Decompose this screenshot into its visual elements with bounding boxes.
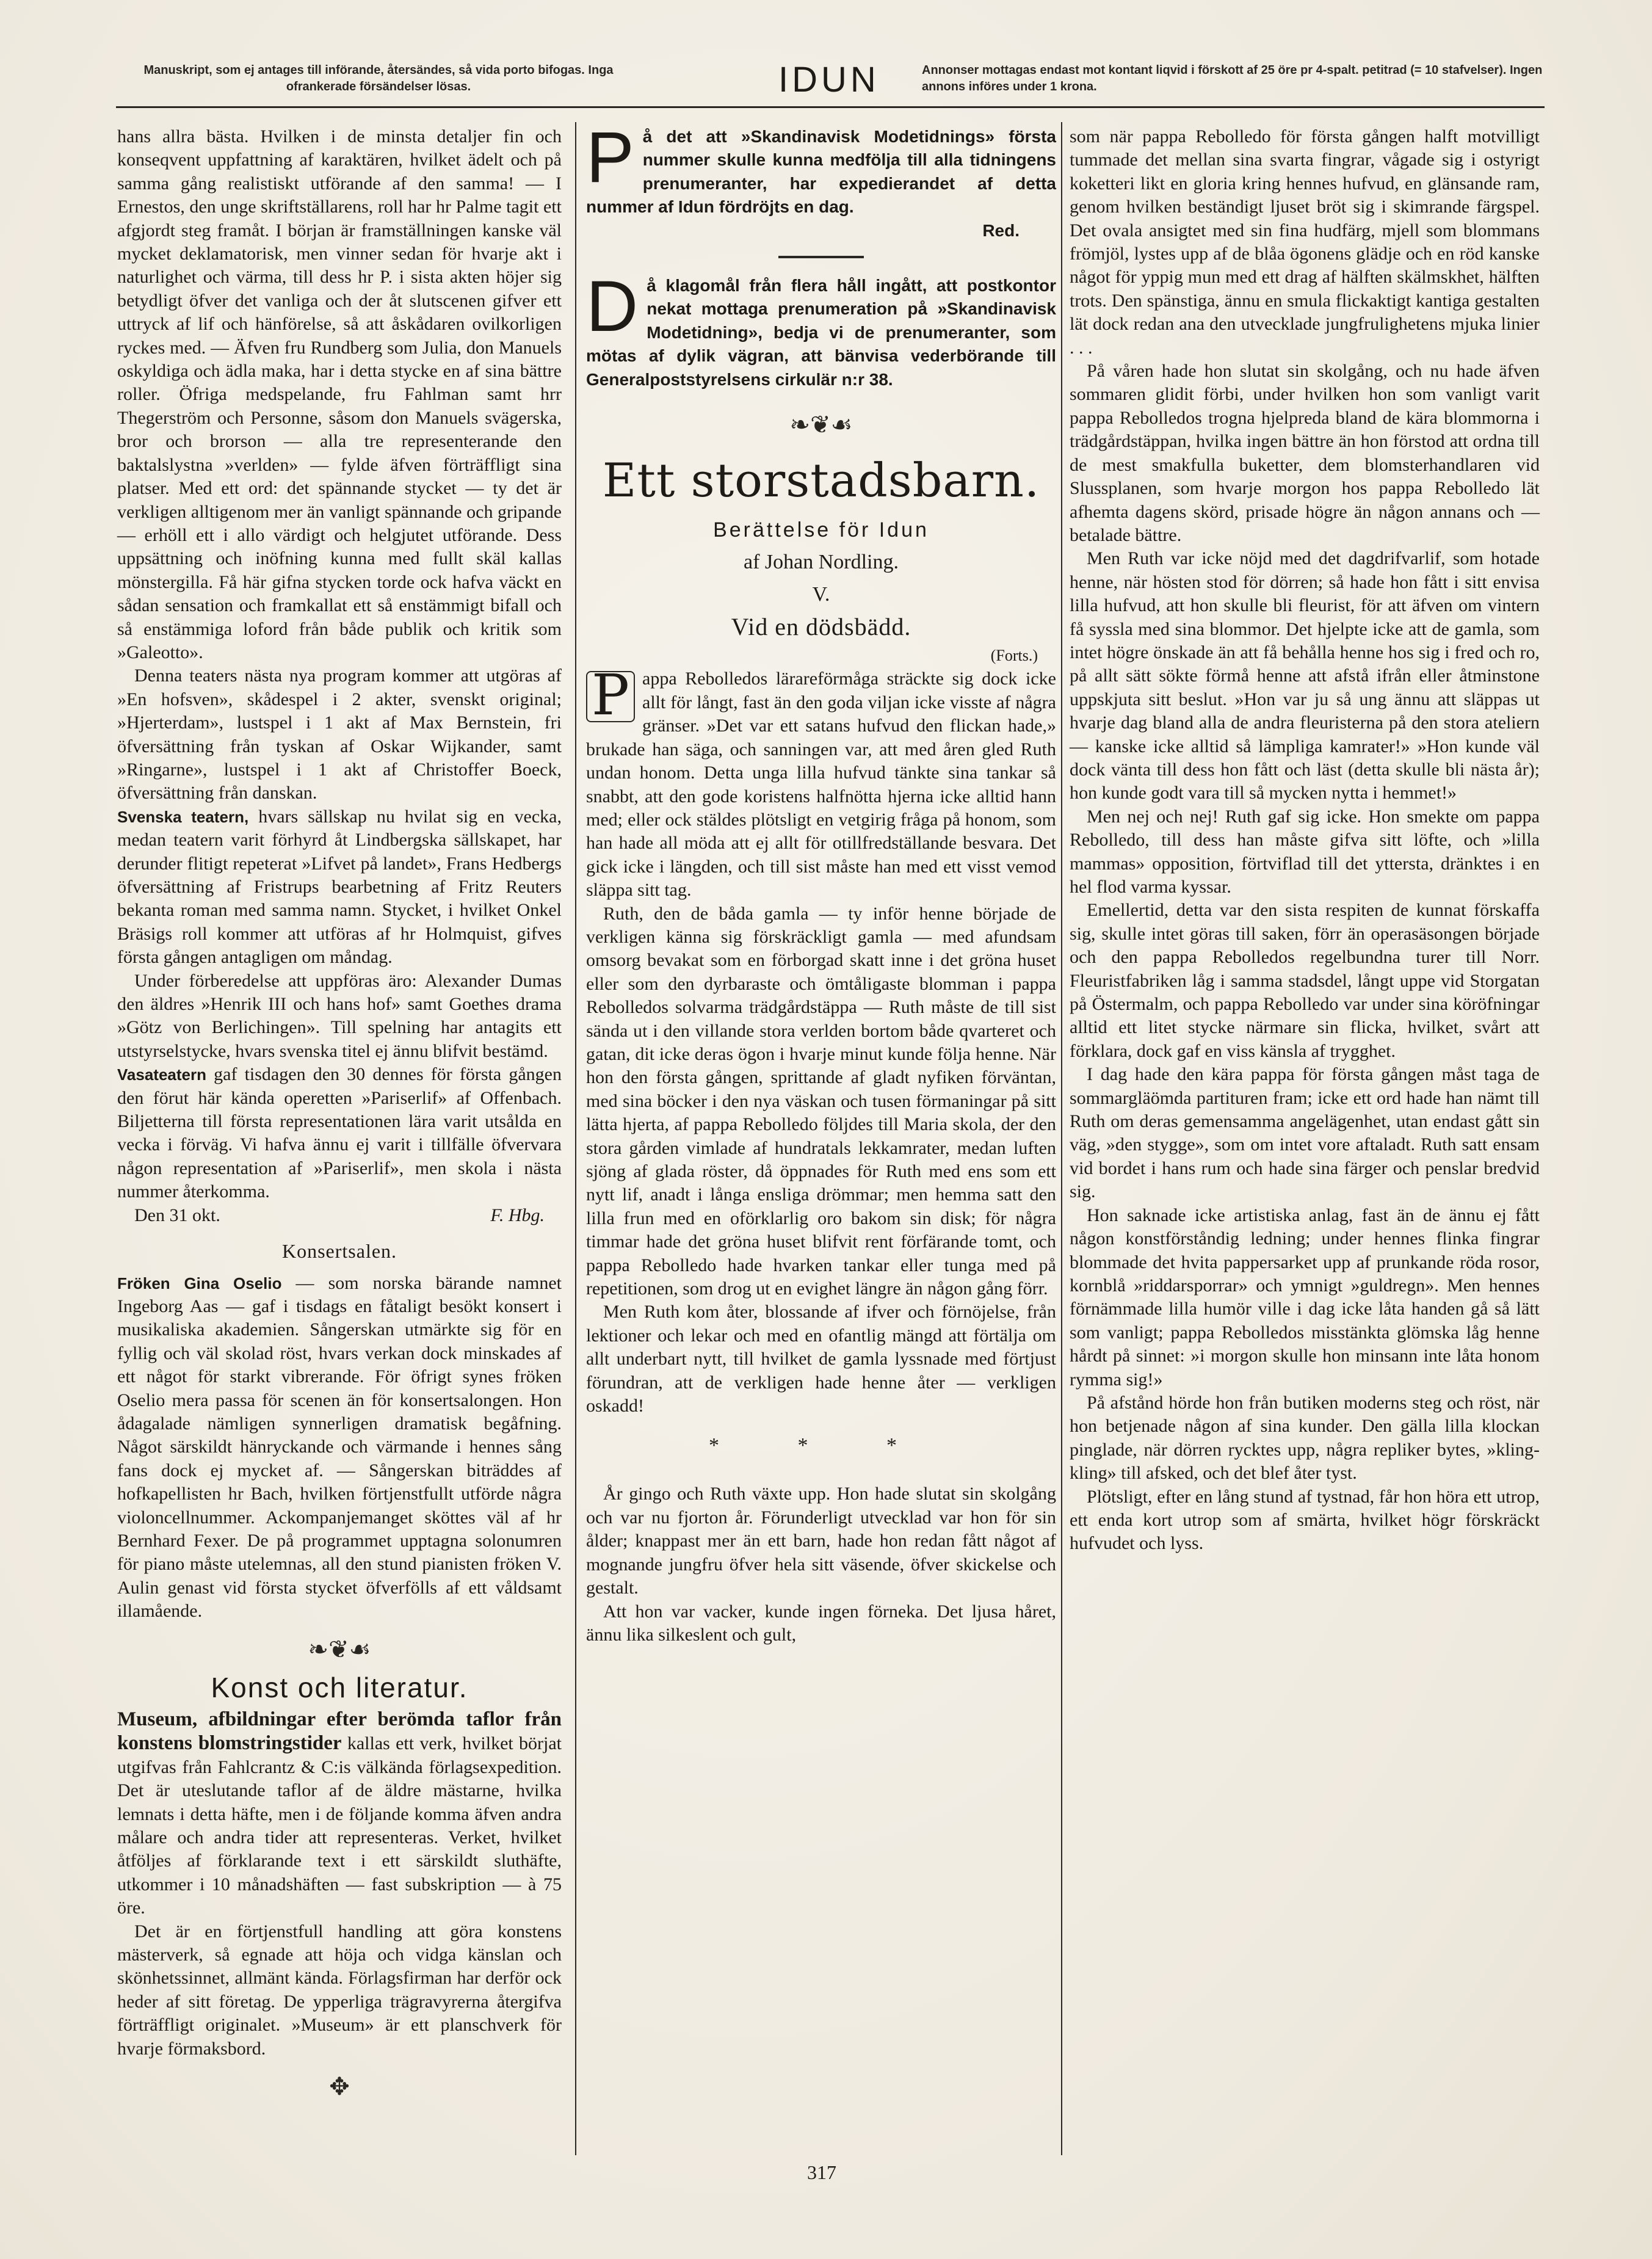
story-subtitle: Berättelse för Idun	[713, 518, 929, 542]
story-author: af Johan Nordling.	[743, 551, 899, 574]
story-para-2: Ruth, den de båda gamla — ty inför henne började de verkligen känna sig förskräckligt gamla — med afundsam omsorg bevakat som en förborgad skatt inne i det gröna huset eller som den dyrbaraste och ömtåligaste blomman i pappa Rebolledos solvarma trädgårdstäppa — Ruth måste de till sist sända ut i den villande stora verlden bortom både qvarteret och gatan, dit icke deras ögon i hvarje minut kunde följa henne. När hon den första gången, sprittande af gladt nyfiken förväntan, med sina böcker i den nya väskan och tusen förmaningar på sitt lätta hjerta, af pappa Rebolledo följdes till Maria skola, der den stora gården vimlade af hundratals lekkamrater, medan luften sjöng af glada röster, då öppnades för Ruth med ens som ett nytt lif, anadt i långa ensliga drömmar; men hemma satt den lilla frun med en oförklarlig oro bakom sin disk; för några timmar hade det gröna huset blifvit rent förfärande tomt, och pappa Rebolledo hade hvarken tankar eller tunga med på repetitionen, som drog ut en evighet längre än någon gång förr.	[586, 903, 1056, 1299]
concert-section-heading: Konsertsalen.	[281, 1240, 397, 1263]
story-ornament-icon: ❧❦☙	[789, 411, 853, 439]
story-para-5: Att hon var vacker, kunde ingen förneka. Det ljusa håret, ännu lika silkeslent och gult,	[586, 1601, 1056, 1645]
section-break-stars: * * *	[709, 1434, 933, 1457]
notice-1-text: å det att »Skandinavisk Modetidnings» första nummer skulle kunna medfölja till alla tidningens prenumeranter, har expedierandet af detta nummer af Idun fördröjts en dag.	[586, 127, 1056, 217]
dateline: Den 31 okt.	[134, 1205, 220, 1225]
art-section-heading: Konst och literatur.	[211, 1671, 468, 1703]
column-divider-1	[575, 122, 576, 2155]
story-para-4: År gingo och Ruth växte upp. Hon hade slutat sin skolgång och var nu fjorton år. Förunderligt utvecklad var hon för sin ålder; knappast mer än ett barn, hade hon redan fått något af mognande jungfru öfver hela sitt väsende, öfver skickelse och gestalt.	[586, 1484, 1056, 1598]
story-para-1: appa Rebolledos lärareförmåga sträckte sig dock icke allt för långt, fast än den goda viljan icke visste af några gränser. »Det var ett satans hufvud den flickan hade,» brukade han säga, och sanningen var, att med åren gled Ruth undan honom. Detta unga lilla hufvud tänkte sina tankar så snabbt, att den gode koristens halfnötta hjerna icke alltid hann med; eller ock stäldes plötsligt en vetgirig fråga på honom, som han hade all möda att ej allt för otillfredställande besvara. Det gick icke i längden, och till sist måste han med ett visst vemod släppa sitt tag.	[586, 669, 1056, 901]
museum-review-text: Det är en förtjenstfull handling att göra konstens mästerverk, så egnade att höja och vidga känslan och skönhetssinnet, allmänt kända. Förlagsfirman har derför ock heder af sitt företag. De ypperliga trägravyrerna återgifva förträffligt originalet. »Museum» är ett planschverk för hvarje förmaksbord.	[117, 1921, 562, 2059]
notice-divider	[778, 256, 864, 258]
oselio-text: — som norska bärande namnet Ingeborg Aas — gaf i tisdags en fåtaligt besökt konsert i musikaliska akademien. Sångerskan utmärkte sig för en fyllig och väl skolad röst, hvars verkan dock minskades af ett något för starkt vibrerande. För öfrigt synes fröken Oselio mera passa för scenen än för konsertsalongen. Hon ådagalade nämligen synnerligen dramatisk begåfning. Något särskildt hänryckande och värmande i hennes sång fans dock ej mycket af. — Sångerskan biträddes af hofkapellisten hr Bach, hvilken förtjenstfullt utförde några violoncellnummer. Ackompanjemanget sköttes väl af hr Bernhard Fexer. De på programmet upptagna solonumren för piano måste utelemnas, all den stund pianisten fröken V. Aulin genast vid första stycket öfverfölls af ett våldsamt illamående.	[117, 1272, 562, 1622]
editorial-notice-2	[586, 266, 1056, 391]
preparation-text: Under förberedelse att uppföras äro: Alexander Dumas den äldres »Henrik III och hans hof» samt Goethes drama »Götz von Berlichingen». Till spelning har antagits ett utstyrselstycke, hvars svenska titel ej ännu blifvit bestämd.	[117, 970, 562, 1061]
story-cont-para-5: Emellertid, detta var den sista respiten de kunnat förskaffa sig, skulle intet göras till saken, förr än operasäsongen började och den pappa Rebolledos regelbundna turer till Norr. Fleuristfabriken låg i samma stadsdel, långt uppe vid Storgatan på Östermalm, och pappa Rebolledo var under sina köröfningar alltid ett litet stycke närmare sin flicka, hvilket, svårt att förklara, dock gaf en viss känsla af trygghet.	[1070, 900, 1540, 1061]
author-signature: F. Hbg.	[490, 1205, 545, 1225]
publication-title: IDUN	[778, 60, 880, 100]
vasateatern-lead: Vasateatern	[117, 1065, 206, 1084]
leaf-ornament-icon: ❧❦☙	[308, 1635, 371, 1663]
editorial-notice-1	[586, 117, 1056, 242]
story-initial: P	[586, 671, 635, 722]
advertising-notice: Annonser mottagas endast mot kontant liqvid i förskott af 25 öre pr 4-spalt. petitrad (= 10 stafvelser). Ingen annons införes under 1 krona.	[922, 63, 1543, 93]
manuscript-notice: Manuskript, som ej antages till införande, återsändes, så vida porto bifogas. Inga ofrankerade försändelser lösas.	[143, 63, 614, 93]
masthead	[116, 56, 1545, 104]
column-2	[586, 117, 1056, 1647]
story-cont-para-9: Plötsligt, efter en lång stund af tystnad, får hon höra ett utrop, ett enda kort utrop som af smärta, hvilket högr förskräckt hufvudet och lyss.	[1070, 1486, 1540, 1554]
header-rule	[116, 106, 1545, 108]
dropcap-d: D	[586, 266, 639, 347]
page-number: 317	[807, 2161, 836, 2183]
story-cont-para-6: I dag hade den kära pappa för första gången måst taga de sommargläömda partituren fram; icke ett ord hade han nämt till Ruth om deras gemensamma angelägenhet, utan endast gått sin väg, »den stygge», som om intet vore aftaladt. Ruth satt ensam vid bordet i hans rum och hade sina färger och penslar bredvid sig.	[1070, 1064, 1540, 1202]
column-3	[1070, 125, 1540, 1556]
story-section-title: Vid en dödsbädd.	[731, 613, 911, 641]
svenska-teatern-lead: Svenska teatern,	[117, 807, 249, 826]
story-para-3: Men Ruth kom åter, blossande af ifver och förnöjelse, från lektioner och lekar och med en ofantlig mängd att förtälja om allt underbart nytt, till hvilket de gamla lyssnade med förtjust förundran, att de verkligen hade henne åter — verkligen oskadd!	[586, 1302, 1056, 1416]
museum-lead: Museum, afbildningar efter berömda taflor från konstens blomstringstider	[117, 1708, 562, 1755]
theatre-review-text: hans allra bästa. Hvilken i de minsta detaljer fin och konseqvent uppfattning af karaktären, hvilket ädelt och på samma gång realistiskt utförande af den samma! — I Ernestos, den unge skriftställarens, roll har hr Palme tagit ett afgjordt steg framåt. I början är framställningen kanske väl mycket deklamatorisk, men vinner sedan för hvarje akt i naturlighet och värma, till dess hr P. i sista akten höjer sig betydligt öfver det vanliga och der åt slutscenen gifver ett uttryck af lif och hänförelse, så att åskådaren ovilkorligen ryckes med. — Äfven fru Rundberg som Julia, don Manuels oskyldiga och ädla maka, har i detta stycke en af sina bättre roller. Öfriga medspelande, fru Fahlman samt hrr Thegerström och Personne, såsom don Manuels svägerska, bror och brorson — alla tre representerande den baktalslystna »verlden» — fylde äfven förträffligt sina platser. Med ett ord: det spännande stycket — ty det är verkligen alltigenom mer än vanligt spännande och gripande — erhöll ett i allo värdigt och helgjutet utförande. Dess uppsättning och inöfning kunna med fullt skäl kallas mönstergilla. Få här gifna stycken torde ock hafva väckt en sådan sensation och framkallat ett så enstämmigt bifall och så enstämmiga loford från både publik och kritik som »Galeotto».	[117, 126, 562, 662]
svenska-teatern-text: hvars sällskap nu hvilat sig en vecka, medan teatern varit förhyrd åt Lindbergska sällskapet, har derunder flitigt repeterat »Lifvet på landet», Frans Hedbergs öfversättning af Fristrups bearbetning af Fritz Reuters bekanta roman med samma namn. Stycket, i hvilket Onkel Bräsigs roll kommer att utföras af hr Holmquist, gifves första gången antagligen om måndag.	[117, 806, 562, 968]
oselio-lead: Fröken Gina Oselio	[117, 1274, 282, 1293]
story-cont-para-4: Men nej och nej! Ruth gaf sig icke. Hon smekte om pappa Rebolledo, till dess han måste gifva sitt löfte, och »lilla mammas» opposition, förtviflad till det yttersta, dränktes i en hel flod varma kyssar.	[1070, 806, 1540, 897]
story-cont-para-2: På våren hade hon slutat sin skolgång, och nu hade äfven sommaren glidit förbi, under hvilken hon som vanligt varit pappa Rebolledos trogna hjelpreda bland de kära blommorna i trädgårdstäppan, hvilka ingen bättre än hon förstod att ordna till de mest smakfulla buketter, dem blomsterhandlaren vid Slussplanen, som hvarje morgon hos pappa Rebolledo lät afhemta dagens skörd, prisade högre än någon annans och — betalade bättre.	[1070, 361, 1540, 545]
end-ornament-icon: ✥	[329, 2073, 350, 2101]
notice-2-text: å klagomål från flera håll ingått, att postkontor nekat mottaga prenumeration på »Skandinavisk Modetidning», bedja vi de prenumeranter, som mötas af dylik vägran, att bänvisa vederbörande till Generalpoststyrelsens cirkulär n:r 38.	[586, 276, 1056, 389]
story-title: Ett storstadsbarn.	[602, 453, 1040, 508]
story-chapter: V.	[812, 583, 830, 606]
program-text: Denna teaters nästa nya program kommer att utgöras af »En hofsven», skådespel i 2 akter, svenskt original; »Hjerterdam», lustspel i 1 akt af Max Bernstein, fri öfversättning från tyskan af Oskar Wijkander, samt »Ringarne», lustspel i 1 akt af Christoffer Boeck, öfversättning från danskan.	[117, 665, 562, 803]
column-1	[117, 125, 562, 2113]
story-cont-para-7: Hon saknade icke artistiska anlag, fast än de ännu ej fått någon konstförståndig ledning; under hennes flinka fingrar blommade det hvita pappersarket upp af prunkande röda rosor, kornblå »riddarsporrar» och ymnigt »guldregn». Men hennes förnämmade lilla humör ville i dag icke låta handen gå så lätt som vanligt; pappa Rebolledos misstänkta glömska låg henne hårdt på sinnet: »i morgon skulle hon minsann inte låta honom rymma sig!»	[1070, 1205, 1540, 1390]
story-continued: (Forts.)	[990, 647, 1038, 665]
editor-signature: Red.	[982, 220, 1020, 240]
vasateatern-text: gaf tisdagen den 30 dennes för första gången den förut här kända operetten »Pariserlif» af Offenbach. Biljetterna till första representationen lära varit utsålda en vecka i förväg. Vi hafva ännu ej varit i tillfälle öfvervara någon representation af »Pariserlif», men skola i nästa nummer återkomma.	[117, 1064, 562, 1202]
dropcap-p: P	[586, 117, 634, 198]
story-cont-para-8: På afstånd hörde hon från butiken moderns steg och röst, när hon betjenade någon af sina kunder. Den gälla lilla klockan pinglade, när dörren rycktes upp, några repliker bytes, »kling-kling» till afsked, och det blef åter tyst.	[1070, 1392, 1540, 1484]
story-cont-para-3: Men Ruth var icke nöjd med det dagdrifvarlif, som hotade henne, när hösten stod för dörren; så hade hon fått i sitt envisa lilla hufvud, att hon skulle bli fleurist, för att äfven om vintern få syssla med sina blommor. Det hjelpte icke att de gamla, som intet högre önskade än att få behålla henne hos sig i fred och ro, på allt sätt sökte förmå henne att afstå ifrån eller åtminstone uppskjuta sitt beslut. »Hon var ju så ung ännu att släppas ut hvarje dag bland alla de andra fleuristerna på den stora ateliern — kanske icke alltid så lämpliga kamrater!» »Hon kunde väl dock vänta till dess hon fått och läst (detta skulle bli nästa år); hon kunde godt vara till så mycken nytta i hemmet!»	[1070, 548, 1540, 803]
column-divider-2	[1061, 122, 1062, 2155]
museum-text: kallas ett verk, hvilket börjat utgifvas från Fahlcrantz & C:is välkända förlagsexpedition. Det är uteslutande taflor af de äldre mästarne, hvilka lemnats i detta häfte, men i de följande komma äfven andra målare och andra tider att representeras. Verket, hvilket åtföljes af förklarande text i ett särskildt sluthäfte, utkommer i 10 månadshäften — fast subskription — à 75 öre.	[117, 1733, 562, 1918]
story-cont-para-1: som när pappa Rebolledo för första gången halft motvilligt tummade det mellan sina svarta fingrar, vågade sig i ostyrigt koketteri likt en gloria kring hennes hufvud, en glänsande ram, genom hvilken beständigt ljuset bröt sig i skimrande färgspel. Det ovala ansigtet med sin fina hudfärg, mjell som blommans frömjöl, lystes upp af de blåa ögonens glädje och en röd kanske något för yppig mun med ett drag af hälften skälmskhet, hälften trots. Den spänstiga, ännu en smula flickaktigt kantiga gestalten lät dock redan ana den utvecklade jungfrulighetens mjuka linier . . .	[1070, 126, 1540, 358]
